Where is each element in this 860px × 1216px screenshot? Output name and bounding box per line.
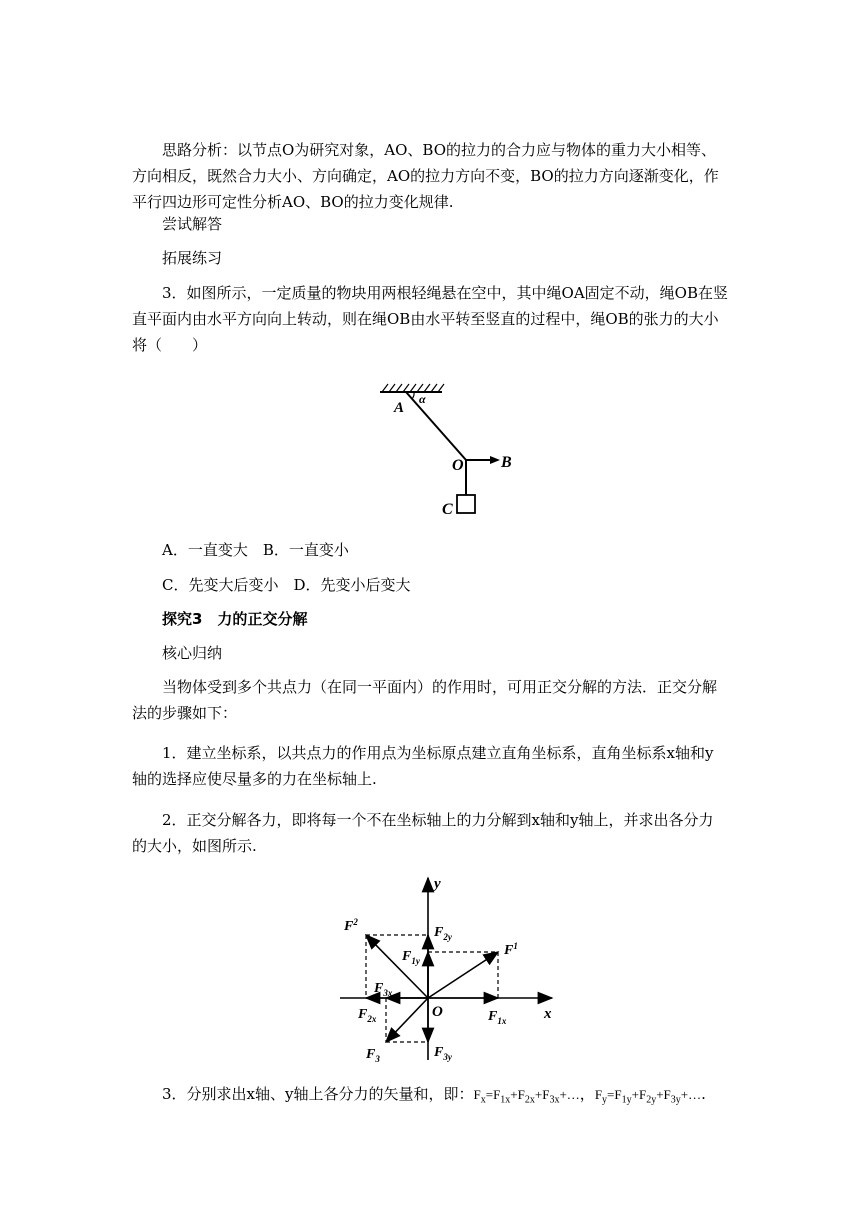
intro-paragraph: 当物体受到多个共点力（在同一平面内）的作用时，可用正交分解的方法．正交分解法的步骤如下： [132,678,718,722]
f2y-label: $F_{2y}$ [434,925,452,942]
try-answer-heading: 尝试解答 [162,215,223,233]
point-o-label: O [452,457,464,474]
f2x-label: $F_{2x}$ [358,1007,377,1024]
mass-block [457,495,475,513]
core-heading: 核心归纳 [162,644,223,662]
f1-vector [428,952,498,998]
step-3-text: 3．分别求出x轴、y轴上各分力的矢量和，即： [162,1085,474,1103]
extension-heading: 拓展练习 [162,249,223,267]
point-a-label: A [394,400,405,416]
formula-fy: $F_y=F_{1y}+F_{2y}+F_{3y}+\dots$ [594,1087,702,1106]
options-cd: C．先变大后变小 D．先变小后变大 [162,576,411,594]
point-c-label: C [442,501,453,518]
f1y-label: $F_{1y}$ [402,949,420,966]
f3-vector [386,998,428,1042]
f3y-label: $F_{3y}$ [434,1045,452,1062]
f1-label: $F^1$ [504,941,518,958]
x-axis-label: x [544,1006,552,1022]
y-axis-label: y [434,876,441,892]
step-1: 1．建立坐标系，以共点力的作用点为坐标原点建立直角坐标系，直角坐标系x轴和y轴的选择应使尽量多的力在坐标轴上. [132,744,714,788]
decomposition-figure [330,870,570,1070]
formula-fx: $F_x=F_{1x}+F_{2x}+F_{3x}+\dots$ [473,1087,580,1106]
rope-figure [370,380,550,520]
step-2: 2．正交分解各力，即将每一个不在坐标轴上的力分解到x轴和y轴上，并求出各分力的大小，如图所示. [132,811,714,855]
f3x-label: $F_{3x}$ [374,981,393,998]
alpha-label: α [419,392,426,406]
step-3: 3．分别求出x轴、y轴上各分力的矢量和，即：$F_x=F_{1x}+F_{2x}+F_{3x}+\dots$，$F_y=F_{1y}+F_{2y}+F_{3y}+\dots$. [162,1085,706,1106]
analysis-paragraph: 思路分析：以节点O为研究对象，AO、BO的拉力的合力应与物体的重力大小相等、方向相反，既然合力大小、方向确定，AO的拉力方向不变，BO的拉力方向逐渐变化，作平行四边形可定性分析AO、BO的拉力变化规律. [132,141,719,211]
f1x-label: $F_{1x}$ [488,1009,507,1026]
f2-label: $F^2$ [344,917,358,934]
question-3: 3．如图所示，一定质量的物块用两根轻绳悬在空中，其中绳OA固定不动，绳OB在竖直平面内由水平方向向上转动，则在绳OB由水平转至竖直的过程中，绳OB的张力的大小将（ ） [132,284,728,354]
rope-oa [406,392,466,460]
f3-label: $F_3$ [366,1047,380,1064]
origin-label: O [432,1004,443,1020]
section-title: 探究3 力的正交分解 [162,610,308,628]
point-b-label: B [501,454,512,471]
options-ab: A．一直变大 B．一直变小 [162,541,349,559]
